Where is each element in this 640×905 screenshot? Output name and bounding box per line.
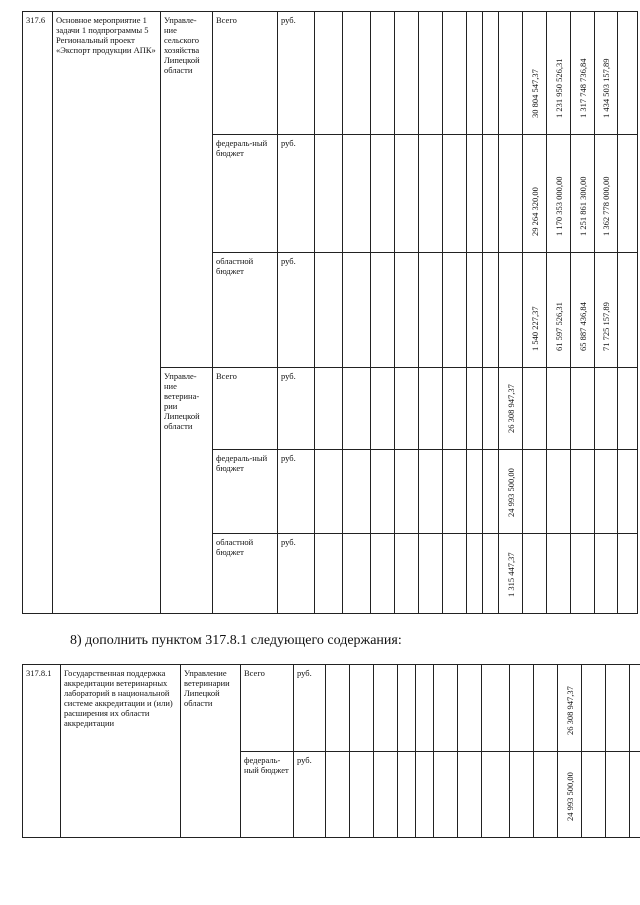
value-cell: [499, 368, 523, 450]
source-cell: федераль-ный бюджет: [213, 135, 278, 253]
source-cell: федераль-ный бюджет: [213, 450, 278, 534]
source-cell: областной бюджет: [213, 534, 278, 614]
value-text: 26 308 947,37: [564, 686, 575, 735]
value-text: 26 308 947,37: [505, 384, 516, 433]
unit-cell: руб.: [278, 450, 315, 534]
value-text: 24 993 500,00: [564, 772, 575, 821]
value-text: 1 231 950 526,31: [553, 58, 564, 118]
source-cell: областной бюджет: [213, 253, 278, 368]
executor-cell: Управле-ние сельского хозяйства Липецкой области: [161, 12, 213, 368]
program-table: [22, 11, 638, 614]
source-cell: Всего: [241, 665, 294, 752]
source-cell: Всего: [213, 12, 278, 135]
value-cell: [571, 12, 595, 135]
value-cell: [547, 135, 571, 253]
unit-cell: руб.: [294, 665, 326, 752]
source-cell: Всего: [213, 368, 278, 450]
value-cell: [558, 752, 582, 838]
value-cell: [595, 12, 618, 135]
value-cell: [595, 253, 618, 368]
value-cell: [571, 135, 595, 253]
value-text: 29 264 320,00: [529, 187, 540, 236]
value-text: 1 315 447,37: [505, 552, 516, 597]
unit-cell: руб.: [278, 253, 315, 368]
addition-table: [22, 664, 640, 838]
value-cell: [547, 253, 571, 368]
value-cell: [558, 665, 582, 752]
value-text: 1 540 227,37: [529, 306, 540, 351]
value-text: 1 170 353 000,00: [553, 176, 564, 236]
unit-cell: руб.: [278, 135, 315, 253]
value-cell: [547, 12, 571, 135]
value-cell: [499, 450, 523, 534]
value-text: 61 597 526,31: [553, 302, 564, 351]
source-cell: федераль-ный бюджет: [241, 752, 294, 838]
value-text: 71 725 157,89: [601, 302, 611, 351]
unit-cell: руб.: [278, 534, 315, 614]
value-text: 1 434 503 157,89: [601, 58, 611, 118]
executor-cell: Управле-ние ветерина-рии Липецкой области: [161, 368, 213, 614]
item-code: 317.8.1: [23, 665, 61, 838]
value-cell: [571, 253, 595, 368]
executor-cell: Управление ветеринарии Липецкой области: [181, 665, 241, 838]
unit-cell: руб.: [294, 752, 326, 838]
value-cell: [523, 253, 547, 368]
value-text: 65 887 436,84: [577, 302, 588, 351]
value-cell: [523, 12, 547, 135]
value-text: 30 804 547,37: [529, 69, 540, 118]
instruction-text: 8) дополнить пунктом 317.8.1 следующего содержания:: [70, 633, 402, 648]
value-cell: [499, 534, 523, 614]
item-code: 317.6: [23, 12, 53, 614]
value-text: 1 317 748 736,84: [577, 58, 588, 118]
value-cell: [523, 135, 547, 253]
unit-cell: руб.: [278, 12, 315, 135]
value-text: 1 362 778 000,00: [601, 176, 611, 236]
value-cell: [595, 135, 618, 253]
value-text: 1 251 861 300,00: [577, 176, 588, 236]
unit-cell: руб.: [278, 368, 315, 450]
item-name: Основное мероприятие 1 задачи 1 подпрограммы 5 Региональный проект «Экспорт продукции АПК»: [53, 12, 161, 614]
value-text: 24 993 500,00: [505, 468, 516, 517]
item-name: Государственная поддержка аккредитации ветеринарных лабораторий в национальной системе аккредитации и (или) расширения их области аккредитации: [61, 665, 181, 838]
